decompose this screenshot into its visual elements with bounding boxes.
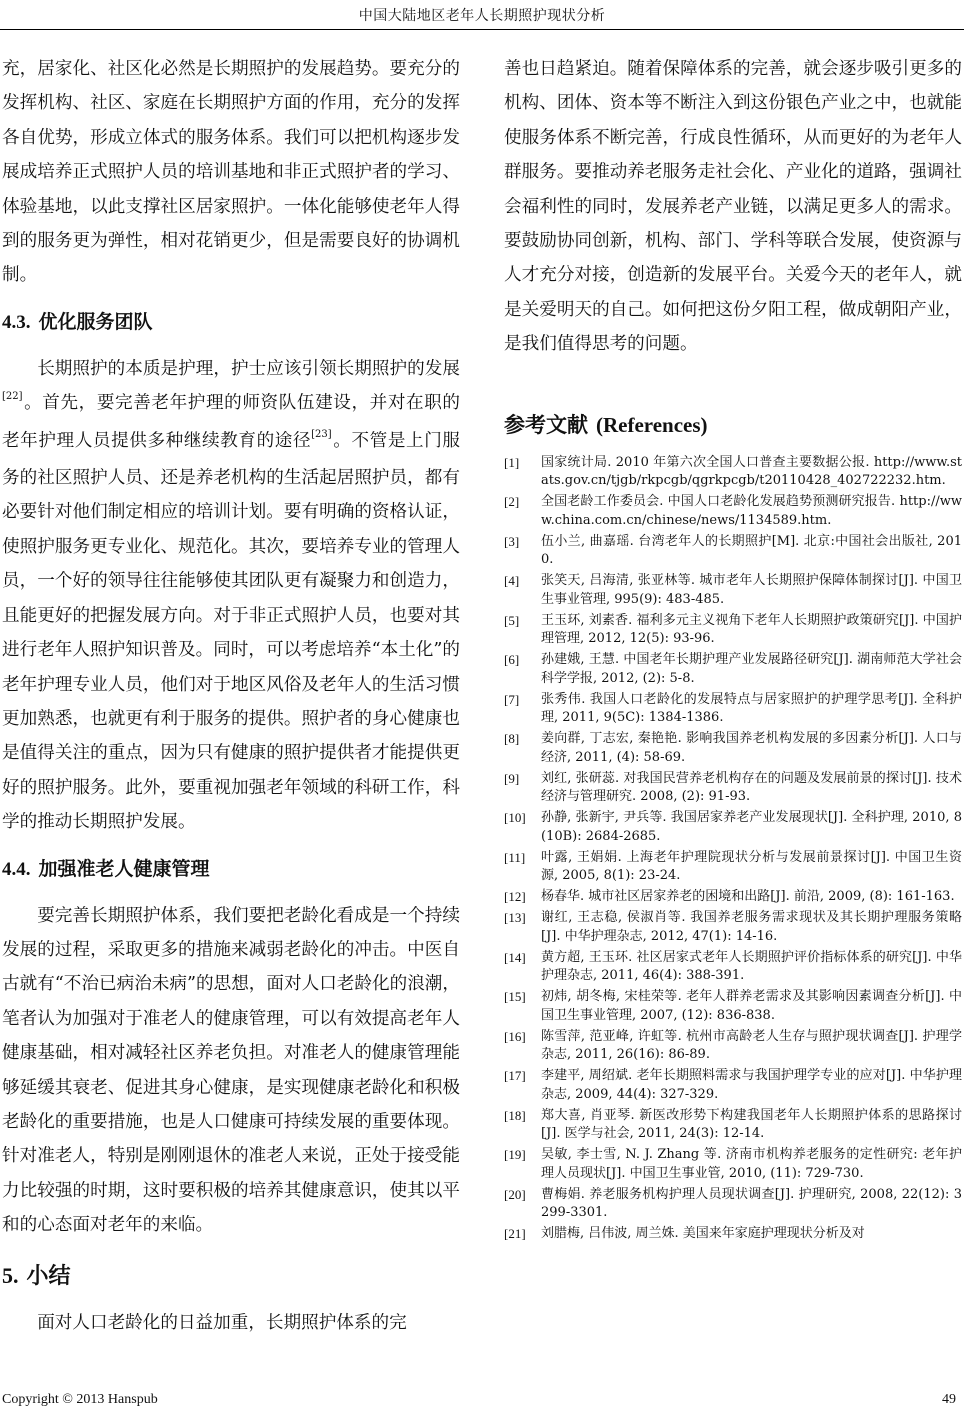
reference-item xyxy=(504,909,962,946)
section-title: 加强准老人健康管理 xyxy=(38,857,210,880)
reference-text: 黄方超, 王玉环. 社区居家式老年人长期照护评价指标体系的研究[J]. 中华护理杂志, 2011, 46(4): 388-391. xyxy=(541,949,962,984)
reference-item xyxy=(504,612,962,649)
reference-text: 国家统计局. 2010 年第六次全国人口普查主要数据公报. http://www.stats.gov.cn/tjgb/rkpcgb/qgrkpcgb/t20110428_402722232.htm. xyxy=(541,454,962,489)
reference-text: 孙建娥, 王慧. 中国老年长期护理产业发展路径研究[J]. 湖南师范大学社会科学学报, 2012, (2): 5-8. xyxy=(541,652,962,686)
reference-text: 伍小兰, 曲嘉瑶. 台湾老年人的长期照护[M]. 北京:中国社会出版社, 2010. xyxy=(541,533,962,568)
reference-item xyxy=(504,533,962,570)
citation-22: [22] xyxy=(2,391,23,403)
section-number: 4.3. xyxy=(2,311,31,333)
reference-item xyxy=(504,493,962,530)
reference-number: [18] xyxy=(504,1107,526,1123)
paragraph-intro: 充，居家化、社区化必然是长期照护的发展趋势。要充分的发挥机构、社区、家庭在长期照护方面的作用，充分的发挥各自优势，形成立体式的服务体系。我们可以把机构逐步发展成培养正式照护人员的培训基地和非正式照护者的学习、体验基地，以此支撑社区居家照护。一体化能够使老年人得到的服务更为弹性，相对花销更少，但是需要良好的协调机制。 xyxy=(2,59,460,286)
reference-text: 张笑天, 吕海清, 张亚林等. 城市老年人长期照护保障体制探讨[J]. 中国卫生事业管理, 995(9): 483-485. xyxy=(541,573,962,607)
reference-text: 谢红, 王志稳, 侯淑肖等. 我国养老服务需求现状及其长期护理服务策略[J]. 中华护理杂志, 2012, 47(1): 14-16. xyxy=(541,910,962,944)
reference-text: 刘腊梅, 吕伟波, 周兰姝. 美国来年家庭护理现状分析及对 xyxy=(541,1226,865,1242)
references-heading xyxy=(504,410,962,440)
citation-23: [23] xyxy=(311,428,332,440)
reference-number: [21] xyxy=(504,1226,526,1242)
reference-number: [16] xyxy=(504,1028,526,1044)
reference-item xyxy=(504,454,962,491)
reference-number: [4] xyxy=(504,573,520,589)
reference-text: 全国老龄工作委员会. 中国人口老龄化发展趋势预测研究报告. http://www.china.com.cn/chinese/news/1134589.htm. xyxy=(541,494,962,528)
reference-number: [9] xyxy=(504,770,520,786)
reference-item xyxy=(504,691,962,728)
right-column xyxy=(504,52,962,1246)
reference-number: [17] xyxy=(504,1068,526,1084)
reference-number: [5] xyxy=(504,612,520,628)
reference-number: [2] xyxy=(504,494,520,510)
reference-number: [10] xyxy=(504,810,526,826)
reference-number: [8] xyxy=(504,731,520,747)
reference-item xyxy=(504,988,962,1025)
section-heading-4-4 xyxy=(2,854,460,885)
section-title: 小结 xyxy=(26,1263,71,1289)
left-column xyxy=(2,52,460,1340)
paragraph-health-management: 要完善长期照护体系，我们要把老龄化看成是一个持续发展的过程，采取更多的措施来减弱老龄化的冲击。中医自古就有“不治已病治未病”的思想，面对人口老龄化的浪潮，笔者认为加强对于准老人的健康管理，可以有效提高老年人健康基础，相对减轻社区养老负担。对准老人的健康管理能够延缓其衰老、促进其身心健康，是实现健康老龄化和积极老龄化的重要措施，也是人口健康可持续发展的重要体现。针对准老人，特别是刚刚退休的准老人来说，正处于接受能力比较强的时期，这时要积极的培养其健康意识，使其以平和的心态面对老年的来临。 xyxy=(2,905,460,1236)
reference-item xyxy=(504,651,962,688)
reference-number: [12] xyxy=(504,889,526,905)
reference-number: [15] xyxy=(504,989,526,1005)
section-heading-4-3 xyxy=(2,307,460,338)
reference-number: [14] xyxy=(504,949,526,965)
section-title: 优化服务团队 xyxy=(38,310,153,333)
reference-item xyxy=(504,849,962,886)
reference-item xyxy=(504,809,962,846)
copyright-notice: Copyright © 2013 Hanspub xyxy=(2,1392,158,1407)
reference-item xyxy=(504,1186,962,1223)
reference-item xyxy=(504,888,962,907)
paragraph-service-team xyxy=(2,352,460,840)
reference-item xyxy=(504,949,962,986)
paragraph-text: 。首先，要完善老年护理的师资队伍建设，并对在职的老年护理人员提供多种继续教育的途径 xyxy=(2,393,460,451)
reference-item xyxy=(504,770,962,807)
reference-text: 王玉环, 刘素香. 福利多元主义视角下老年人长期照护政策研究[J]. 中国护理管理, 2012, 12(5): 93-96. xyxy=(541,612,962,647)
reference-number: [11] xyxy=(504,849,526,865)
header-rule xyxy=(0,29,964,30)
paragraph-summary-start: 面对人口老龄化的日益加重，长期照护体系的完 xyxy=(37,1312,407,1333)
reference-item xyxy=(504,1225,962,1244)
references-title-cn: 参考文献 xyxy=(504,412,588,437)
reference-text: 李建平, 周绍斌. 老年长期照料需求与我国护理学专业的应对[J]. 中华护理杂志, 2009, 44(4): 327-329. xyxy=(541,1068,962,1102)
page-number: 49 xyxy=(942,1392,956,1407)
reference-text: 郑大喜, 肖亚琴. 新医改形势下构建我国老年人长期照护体系的思路探讨[J]. 医学与社会, 2011, 24(3): 12-14. xyxy=(541,1107,962,1142)
reference-text: 张秀伟. 我国人口老龄化的发展特点与居家照护的护理学思考[J]. 全科护理, 2011, 9(5C): 1384-1386. xyxy=(541,691,962,726)
reference-text: 吴敏, 李士雪, N. J. Zhang 等. 济南市机构养老服务的定性研究: 老年护理人员现状[J]. 中国卫生事业管, 2010, (11): 729-730. xyxy=(541,1147,962,1181)
paragraph-summary-continued: 善也日趋紧迫。随着保障体系的完善，就会逐步吸引更多的机构、团体、资本等不断注入到这份银色产业之中，也就能使服务体系不断完善，行成良性循环，从而更好的为老年人群服务。要推动养老服务走社会化、产业化的道路，强调社会福利性的同时，发展养老产业链，以满足更多人的需求。要鼓励协同创新，机构、部门、学科等联合发展，使资源与人才充分对接，创造新的发展平台。关爱今天的老年人，就是关爱明天的自己。如何把这份夕阳工程，做成朝阳产业，是我们值得思考的问题。 xyxy=(504,59,962,355)
reference-item xyxy=(504,730,962,767)
reference-number: [6] xyxy=(504,652,520,668)
reference-text: 叶露, 王娟娟. 上海老年护理院现状分析与发展前景探讨[J]. 中国卫生资源, 2005, 8(1): 23-24. xyxy=(541,849,962,884)
reference-item xyxy=(504,572,962,609)
reference-text: 杨春华. 城市社区居家养老的困境和出路[J]. 前沿, 2009, (8): 161-163. xyxy=(541,889,955,905)
reference-text: 刘红, 张研蕊. 对我国民营养老机构存在的问题及发展前景的探讨[J]. 技术经济与管理研究. 2008, (2): 91-93. xyxy=(541,770,962,805)
section-number: 5. xyxy=(2,1262,19,1288)
reference-item xyxy=(504,1067,962,1104)
reference-number: [20] xyxy=(504,1186,526,1202)
reference-number: [3] xyxy=(504,533,520,549)
paragraph-text: 。不管是上门服务的社区照护人员、还是养老机构的生活起居照护员，都有必要针对他们制定相应的培训计划。要有明确的资格认证，使照护服务更专业化、规范化。其次，要培养专业的管理人员，一个好的领导往往能够使其团队更有凝聚力和创造力，且能更好的把握发展方向。对于非正式照护人员，也要对其进行老年人照护知识普及。同时，可以考虑培养“本土化”的老年护理专业人员，他们对于地区风俗及老年人的生活习惯更加熟悉，也就更有利于服务的提供。照护者的身心健康也是值得关注的重点，因为只有健康的照护提供者才能提供更好的照护服务。此外，要重视加强老年领域的科研工作，科学的推动长期照护发展。 xyxy=(2,430,460,833)
reference-text: 孙静, 张新宇, 尹兵等. 我国居家养老产业发展现状[J]. 全科护理, 2010, 8(10B): 2684-2685. xyxy=(541,810,962,844)
reference-number: [7] xyxy=(504,691,520,707)
reference-number: [19] xyxy=(504,1147,526,1163)
reference-text: 曹梅娟. 养老服务机构护理人员现状调查[J]. 护理研究, 2008, 22(12): 3299-3301. xyxy=(541,1186,962,1221)
reference-item xyxy=(504,1107,962,1144)
section-number: 4.4. xyxy=(2,858,31,880)
reference-text: 陈雪萍, 范亚峰, 许虹等. 杭州市高龄老人生存与照护现状调查[J]. 护理学杂志, 2011, 26(16): 86-89. xyxy=(541,1028,962,1063)
references-title-en: (References) xyxy=(596,412,708,437)
reference-number: [1] xyxy=(504,454,520,470)
section-heading-5 xyxy=(2,1261,460,1292)
reference-text: 初炜, 胡冬梅, 宋桂荣等. 老年人群养老需求及其影响因素调查分析[J]. 中国卫生事业管理, 2007, (12): 836-838. xyxy=(541,989,962,1023)
reference-number: [13] xyxy=(504,910,526,926)
reference-item xyxy=(504,1028,962,1065)
running-title: 中国大陆地区老年人长期照护现状分析 xyxy=(358,8,606,24)
reference-text: 姜向群, 丁志宏, 秦艳艳. 影响我国养老机构发展的多因素分析[J]. 人口与经济, 2011, (4): 58-69. xyxy=(541,731,962,765)
reference-list xyxy=(504,454,962,1244)
paragraph-text: 长期照护的本质是护理，护士应该引领长期照护的发展 xyxy=(37,358,460,379)
reference-item xyxy=(504,1146,962,1183)
